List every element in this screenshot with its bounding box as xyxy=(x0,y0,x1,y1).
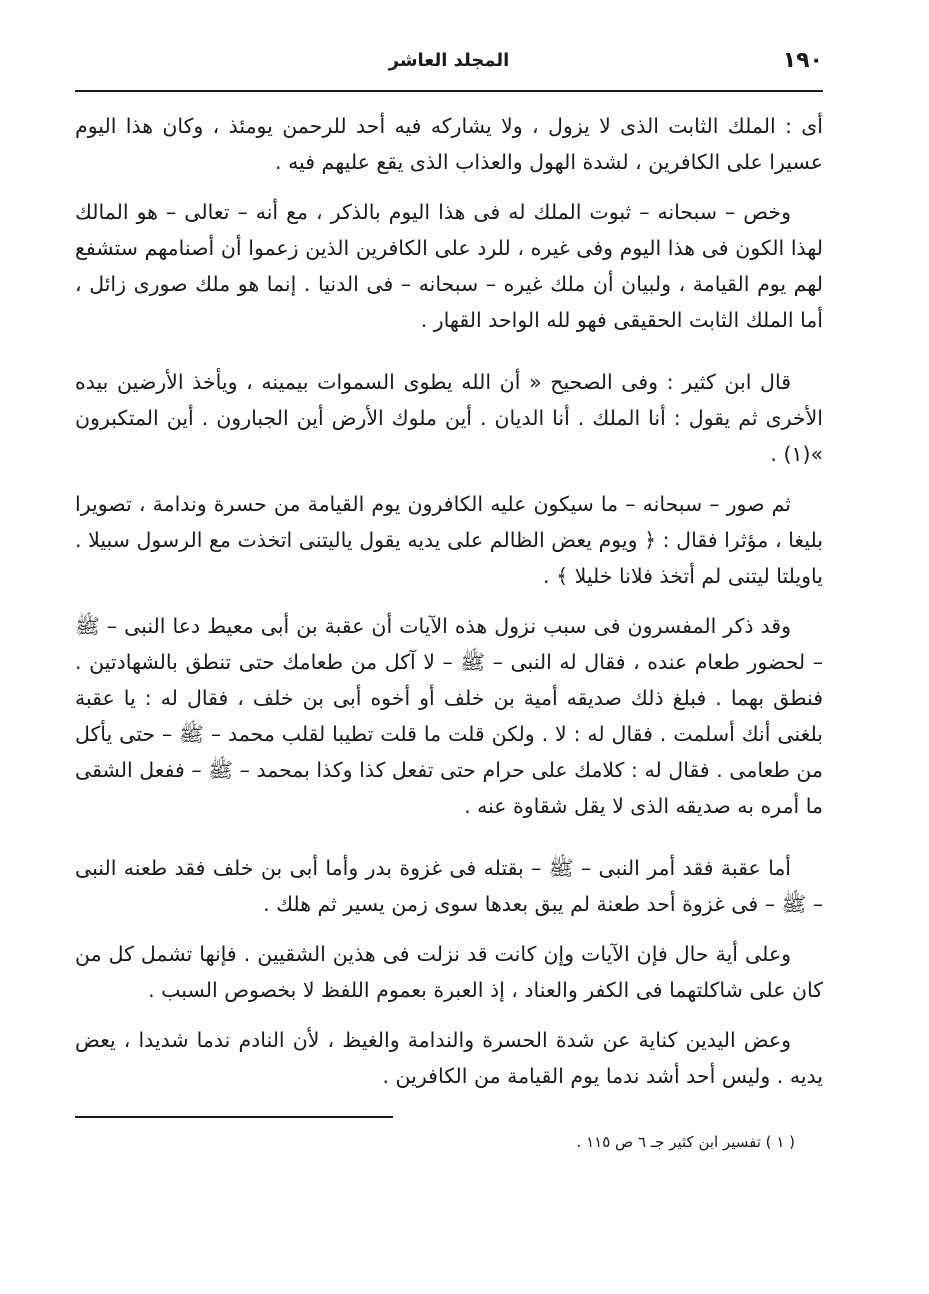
paragraph-5: وقد ذكر المفسرون فى سبب نزول هذه الآيات أن عقبة بن أبى معيط دعا النبى – ﷺ – لحضور طعام عنده ، فقال له النبى – ﷺ – لا آكل من طعامك حتى تنطق بالشهادتين . فنطق بهما . فبلغ ذلك صديقه أمية بن خلف أو أخوه أبى بن خلف ، فقال له : يا عقبة بلغنى أنك أسلمت . فقال له : لا . ولكن قلت ما قلت تطيبا لقلب محمد – ﷺ – حتى يأكل من طعامى . فقال له : كلامك على حرام حتى تفعل كذا وكذا بمحمد – ﷺ – ففعل الشقى ما أمره به صديقه الذى لا يقل شقاوة عنه . xyxy=(75,614,823,818)
paragraph-6: أما عقبة فقد أمر النبى – ﷺ – بقتله فى غزوة بدر وأما أبى بن خلف فقد طعنه النبى – ﷺ – فى غزوة أحد طعنة لم يبق بعدها سوى زمن يسير ثم هلك . xyxy=(75,856,823,916)
paragraph-8: وعض اليدين كناية عن شدة الحسرة والندامة والغيظ ، لأن النادم ندما شديدا ، يعض يديه . وليس أحد أشد ندما يوم القيامة من الكافرين . xyxy=(75,1028,823,1088)
page-body xyxy=(75,90,823,1094)
book-page xyxy=(75,40,823,1240)
paragraph-1: أى : الملك الثابت الذى لا يزول ، ولا يشاركه فيه أحد للرحمن يومئذ ، وكان هذا اليوم عسيرا على الكافرين ، لشدة الهول والعذاب الذى يقع عليهم فيه . xyxy=(75,114,823,174)
page-header xyxy=(75,40,823,90)
running-title: المجلد العاشر xyxy=(388,50,510,71)
paragraph-3: قال ابن كثير : وفى الصحيح « أن الله يطوى السموات بيمينه ، ويأخذ الأرضين بيده الأخرى ثم يقول : أنا الملك . أنا الديان . أين ملوك الأرض أين الجبارون . أين المتكبرون »(١) . xyxy=(75,370,823,466)
footnote: ( ١ ) تفسير ابن كثير جـ ٦ ص ١١٥ . xyxy=(576,1133,795,1151)
paragraph-7: وعلى أية حال فإن الآيات وإن كانت قد نزلت فى هذين الشقيين . فإنها تشمل كل من كان على شاكلتهما فى الكفر والعناد ، إذ العبرة بعموم اللفظ لا بخصوص السبب . xyxy=(75,942,823,1002)
paragraph-2: وخص – سبحانه – ثبوت الملك له فى هذا اليوم بالذكر ، مع أنه – تعالى – هو المالك لهذا الكون فى هذا اليوم وفى غيره ، للرد على الكافرين الذين زعموا أن أصنامهم ستشفع لهم يوم القيامة ، ولبيان أن ملك غيره – سبحانه – فى الدنيا . إنما هو ملك صورى زائل ، أما الملك الثابت الحقيقى فهو لله الواحد القهار . xyxy=(75,200,823,332)
header-rule xyxy=(75,90,823,92)
page-number: ١٩٠ xyxy=(782,48,823,73)
paragraph-4: ثم صور – سبحانه – ما سيكون عليه الكافرون يوم القيامة من حسرة وندامة ، تصويرا بليغا ، مؤثرا فقال : ﴿ ويوم يعض الظالم على يديه يقول ياليتنى اتخذت مع الرسول سبيلا . ياويلتا ليتنى لم أتخذ فلانا خليلا ﴾ . xyxy=(75,492,823,588)
footnote-rule xyxy=(75,1116,393,1118)
